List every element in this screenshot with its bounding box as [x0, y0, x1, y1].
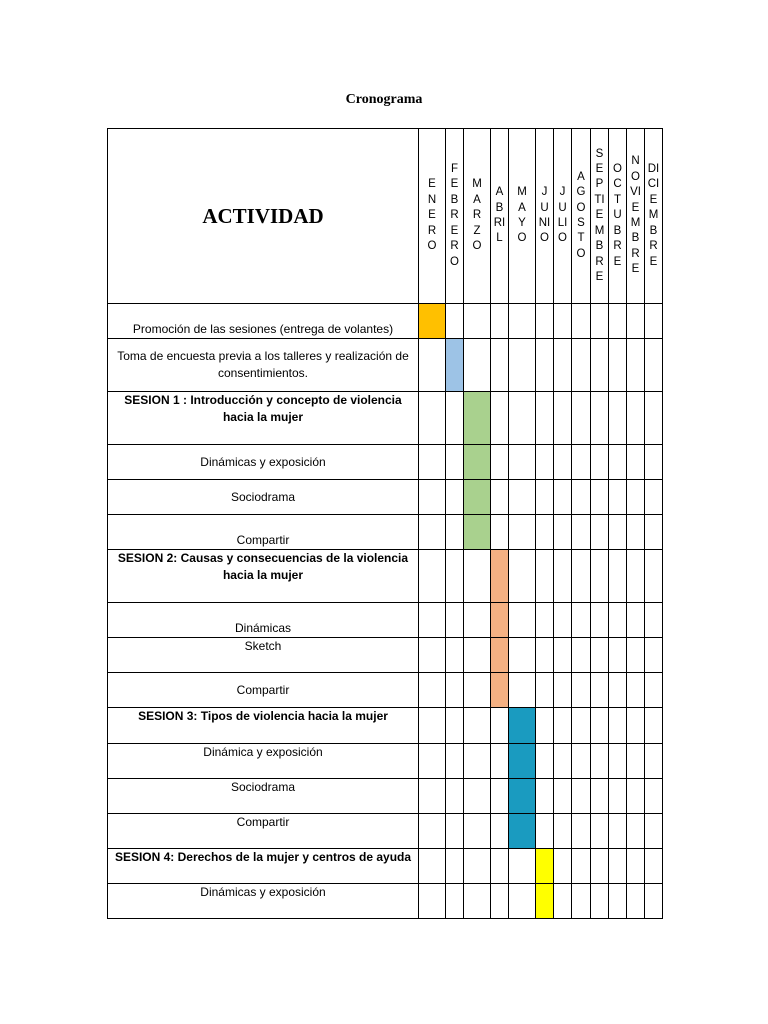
- month-cell-mayo: [509, 515, 536, 550]
- month-cell-noviembre: [627, 779, 645, 814]
- month-cell-septiembre: [591, 638, 609, 673]
- month-header-diciembre: [645, 129, 663, 304]
- month-cell-julio: [554, 603, 572, 638]
- month-cell-septiembre: [591, 550, 609, 603]
- month-cell-marzo: [464, 708, 491, 744]
- month-cell-agosto: [572, 550, 591, 603]
- month-cell-abril: [491, 779, 509, 814]
- month-cell-septiembre: [591, 392, 609, 445]
- month-cell-marzo: [464, 884, 491, 919]
- month-cell-diciembre: [645, 480, 663, 515]
- activity-cell: [108, 603, 419, 638]
- header-row: [108, 129, 663, 304]
- month-cell-enero: [419, 708, 446, 744]
- schedule-table: [107, 128, 663, 919]
- activity-row: [108, 550, 663, 603]
- activity-label: Sketch: [244, 639, 282, 653]
- month-cell-octubre: [609, 392, 627, 445]
- month-cell-marzo: [464, 603, 491, 638]
- month-cell-febrero: [446, 814, 464, 849]
- month-header-marzo: [464, 129, 491, 304]
- month-cell-marzo: [464, 339, 491, 392]
- activity-row: [108, 744, 663, 779]
- month-cell-junio: [536, 673, 554, 708]
- month-cell-febrero: [446, 445, 464, 480]
- month-cell-octubre: [609, 849, 627, 884]
- month-header-enero: [419, 129, 446, 304]
- month-cell-octubre: [609, 304, 627, 339]
- month-cell-enero: [419, 480, 446, 515]
- month-cell-mayo: [509, 638, 536, 673]
- month-cell-agosto: [572, 744, 591, 779]
- month-cell-septiembre: [591, 673, 609, 708]
- month-cell-septiembre: [591, 779, 609, 814]
- month-header-abril: [491, 129, 509, 304]
- month-cell-enero: [419, 638, 446, 673]
- month-cell-mayo: [509, 304, 536, 339]
- month-cell-noviembre: [627, 638, 645, 673]
- month-cell-octubre: [609, 550, 627, 603]
- activity-label: Dinámicas y exposición: [200, 885, 326, 899]
- month-cell-junio: [536, 392, 554, 445]
- month-cell-septiembre: [591, 515, 609, 550]
- month-cell-octubre: [609, 673, 627, 708]
- month-cell-mayo: [509, 603, 536, 638]
- month-cell-abril: [491, 708, 509, 744]
- month-cell-febrero: [446, 515, 464, 550]
- month-cell-julio: [554, 445, 572, 480]
- month-cell-noviembre: [627, 673, 645, 708]
- month-cell-noviembre: [627, 814, 645, 849]
- month-label: AGOSTO: [576, 170, 586, 260]
- month-label: SEPTIEMBRE: [594, 147, 605, 283]
- month-cell-diciembre: [645, 849, 663, 884]
- month-cell-abril-filled: [491, 638, 509, 673]
- month-cell-enero: [419, 744, 446, 779]
- activity-label: SESION 2: Causas y consecuencias de la violencia hacia la mujer: [117, 551, 409, 582]
- activity-cell: [108, 779, 419, 814]
- month-cell-marzo: [464, 744, 491, 779]
- month-cell-mayo: [509, 849, 536, 884]
- activity-cell: [108, 814, 419, 849]
- month-cell-noviembre: [627, 603, 645, 638]
- activity-column-header: ACTIVIDAD: [108, 129, 419, 304]
- month-cell-octubre: [609, 708, 627, 744]
- month-cell-diciembre: [645, 445, 663, 480]
- month-cell-diciembre: [645, 779, 663, 814]
- month-cell-septiembre: [591, 884, 609, 919]
- month-cell-enero: [419, 445, 446, 480]
- month-cell-noviembre: [627, 445, 645, 480]
- month-header-septiembre: [591, 129, 609, 304]
- month-cell-diciembre: [645, 884, 663, 919]
- month-cell-julio: [554, 392, 572, 445]
- activity-cell: [108, 392, 419, 445]
- month-cell-diciembre: [645, 339, 663, 392]
- month-cell-abril: [491, 515, 509, 550]
- month-cell-febrero: [446, 673, 464, 708]
- month-header-octubre: [609, 129, 627, 304]
- month-cell-octubre: [609, 445, 627, 480]
- month-cell-noviembre: [627, 515, 645, 550]
- month-cell-abril: [491, 480, 509, 515]
- month-cell-julio: [554, 638, 572, 673]
- month-cell-mayo: [509, 339, 536, 392]
- activity-cell: [108, 480, 419, 515]
- month-cell-junio: [536, 515, 554, 550]
- month-cell-mayo: [509, 550, 536, 603]
- month-cell-mayo: [509, 884, 536, 919]
- month-cell-marzo-filled: [464, 515, 491, 550]
- month-header-julio: [554, 129, 572, 304]
- activity-cell: [108, 445, 419, 480]
- month-cell-diciembre: [645, 392, 663, 445]
- page-title: Cronograma: [345, 92, 423, 107]
- activity-cell: [108, 304, 419, 339]
- month-cell-septiembre: [591, 708, 609, 744]
- month-cell-marzo-filled: [464, 480, 491, 515]
- month-cell-febrero: [446, 884, 464, 919]
- month-cell-diciembre: [645, 304, 663, 339]
- month-cell-septiembre: [591, 445, 609, 480]
- month-cell-julio: [554, 673, 572, 708]
- month-cell-junio-filled: [536, 884, 554, 919]
- month-cell-octubre: [609, 744, 627, 779]
- activity-cell: [108, 673, 419, 708]
- month-cell-abril-filled: [491, 673, 509, 708]
- month-cell-agosto: [572, 884, 591, 919]
- month-cell-septiembre: [591, 849, 609, 884]
- month-cell-julio: [554, 849, 572, 884]
- month-cell-agosto: [572, 814, 591, 849]
- month-cell-junio: [536, 814, 554, 849]
- month-cell-agosto: [572, 445, 591, 480]
- month-label: NOVIEMBRE: [630, 155, 641, 276]
- month-cell-junio: [536, 339, 554, 392]
- month-cell-marzo: [464, 673, 491, 708]
- month-label: MAYO: [517, 186, 527, 245]
- month-cell-marzo: [464, 849, 491, 884]
- month-cell-diciembre: [645, 638, 663, 673]
- activity-label: SESION 4: Derechos de la mujer y centros de ayuda: [114, 850, 412, 864]
- month-cell-noviembre: [627, 339, 645, 392]
- month-cell-diciembre: [645, 515, 663, 550]
- month-cell-julio: [554, 884, 572, 919]
- activity-label: Sociodrama: [230, 780, 296, 794]
- month-cell-febrero: [446, 304, 464, 339]
- activity-row: [108, 480, 663, 515]
- activity-label: SESION 1 : Introducción y concepto de violencia hacia la mujer: [124, 393, 402, 424]
- month-cell-enero: [419, 884, 446, 919]
- month-cell-abril: [491, 884, 509, 919]
- month-cell-agosto: [572, 708, 591, 744]
- month-cell-agosto: [572, 339, 591, 392]
- month-cell-marzo: [464, 550, 491, 603]
- activity-cell: [108, 884, 419, 919]
- activity-label: Sociodrama: [230, 489, 296, 504]
- month-label: ABRIL: [493, 186, 506, 245]
- month-cell-abril-filled: [491, 603, 509, 638]
- month-cell-julio: [554, 708, 572, 744]
- month-cell-agosto: [572, 392, 591, 445]
- month-cell-octubre: [609, 638, 627, 673]
- month-cell-enero: [419, 673, 446, 708]
- activity-row: [108, 884, 663, 919]
- month-cell-febrero: [446, 849, 464, 884]
- month-cell-octubre: [609, 814, 627, 849]
- activity-label: Compartir: [236, 533, 290, 547]
- activity-cell: [108, 339, 419, 392]
- activity-row: [108, 779, 663, 814]
- month-cell-octubre: [609, 779, 627, 814]
- month-cell-julio: [554, 515, 572, 550]
- month-cell-febrero: [446, 550, 464, 603]
- month-cell-noviembre: [627, 708, 645, 744]
- month-cell-septiembre: [591, 339, 609, 392]
- month-cell-septiembre: [591, 603, 609, 638]
- activity-cell: [108, 638, 419, 673]
- month-cell-marzo: [464, 638, 491, 673]
- month-cell-abril: [491, 445, 509, 480]
- month-cell-junio: [536, 603, 554, 638]
- month-cell-marzo: [464, 779, 491, 814]
- activity-label: Dinámicas: [234, 621, 291, 635]
- month-cell-diciembre: [645, 673, 663, 708]
- activity-row: [108, 638, 663, 673]
- month-cell-marzo: [464, 814, 491, 849]
- month-label: MARZO: [472, 178, 482, 253]
- activity-row: [108, 849, 663, 884]
- month-cell-enero: [419, 339, 446, 392]
- activity-row: [108, 673, 663, 708]
- month-cell-abril-filled: [491, 550, 509, 603]
- month-cell-junio: [536, 744, 554, 779]
- month-cell-junio: [536, 708, 554, 744]
- month-header-agosto: [572, 129, 591, 304]
- month-cell-enero: [419, 515, 446, 550]
- month-header-mayo: [509, 129, 536, 304]
- month-cell-diciembre: [645, 814, 663, 849]
- month-cell-julio: [554, 550, 572, 603]
- activity-row: [108, 708, 663, 744]
- month-cell-diciembre: [645, 550, 663, 603]
- activity-label: Promoción de las sesiones (entrega de volantes): [132, 322, 394, 336]
- month-header-junio: [536, 129, 554, 304]
- month-cell-mayo: [509, 392, 536, 445]
- month-cell-agosto: [572, 304, 591, 339]
- month-cell-noviembre: [627, 849, 645, 884]
- month-cell-diciembre: [645, 708, 663, 744]
- month-cell-octubre: [609, 515, 627, 550]
- month-cell-noviembre: [627, 550, 645, 603]
- month-cell-agosto: [572, 673, 591, 708]
- month-cell-diciembre: [645, 744, 663, 779]
- month-cell-noviembre: [627, 392, 645, 445]
- month-cell-marzo-filled: [464, 392, 491, 445]
- activity-row: [108, 814, 663, 849]
- month-cell-febrero: [446, 603, 464, 638]
- month-cell-febrero: [446, 638, 464, 673]
- month-cell-mayo: [509, 673, 536, 708]
- activity-cell: [108, 515, 419, 550]
- activity-cell: [108, 849, 419, 884]
- month-cell-enero: [419, 814, 446, 849]
- month-cell-abril: [491, 744, 509, 779]
- month-cell-enero: [419, 603, 446, 638]
- month-cell-mayo-filled: [509, 744, 536, 779]
- month-cell-abril: [491, 814, 509, 849]
- month-cell-julio: [554, 779, 572, 814]
- month-cell-abril: [491, 304, 509, 339]
- activity-cell: [108, 744, 419, 779]
- month-cell-enero: [419, 849, 446, 884]
- month-header-noviembre: [627, 129, 645, 304]
- month-label: JUNIO: [538, 186, 551, 245]
- activity-label: Dinámica y exposición: [203, 745, 323, 759]
- activity-row: [108, 339, 663, 392]
- activity-cell: [108, 708, 419, 744]
- month-cell-junio: [536, 779, 554, 814]
- month-cell-mayo-filled: [509, 708, 536, 744]
- month-cell-mayo: [509, 480, 536, 515]
- month-cell-enero-filled: [419, 304, 446, 339]
- month-cell-noviembre: [627, 480, 645, 515]
- month-cell-febrero: [446, 744, 464, 779]
- month-label: DICIEMBRE: [647, 163, 660, 268]
- month-cell-febrero: [446, 392, 464, 445]
- month-cell-julio: [554, 339, 572, 392]
- month-cell-julio: [554, 814, 572, 849]
- month-cell-octubre: [609, 480, 627, 515]
- month-cell-mayo-filled: [509, 814, 536, 849]
- activity-label: Toma de encuesta previa a los talleres y realización de consentimientos.: [117, 349, 409, 380]
- month-cell-junio: [536, 304, 554, 339]
- month-cell-enero: [419, 550, 446, 603]
- month-label: OCTUBRE: [613, 163, 622, 268]
- month-cell-enero: [419, 779, 446, 814]
- month-label: FEBRERO: [450, 163, 459, 268]
- activity-row: [108, 603, 663, 638]
- month-cell-noviembre: [627, 744, 645, 779]
- month-cell-agosto: [572, 779, 591, 814]
- month-cell-marzo: [464, 304, 491, 339]
- month-cell-agosto: [572, 480, 591, 515]
- month-cell-julio: [554, 480, 572, 515]
- month-cell-octubre: [609, 884, 627, 919]
- month-cell-abril: [491, 849, 509, 884]
- month-cell-febrero: [446, 480, 464, 515]
- month-cell-junio: [536, 480, 554, 515]
- month-cell-septiembre: [591, 304, 609, 339]
- month-label: ENERO: [427, 178, 437, 253]
- month-cell-junio-filled: [536, 849, 554, 884]
- month-cell-septiembre: [591, 480, 609, 515]
- month-cell-noviembre: [627, 884, 645, 919]
- month-cell-julio: [554, 304, 572, 339]
- activity-row: [108, 445, 663, 480]
- month-cell-agosto: [572, 638, 591, 673]
- month-cell-noviembre: [627, 304, 645, 339]
- month-cell-octubre: [609, 339, 627, 392]
- activity-label: SESION 3: Tipos de violencia hacia la mujer: [138, 709, 388, 723]
- month-cell-septiembre: [591, 814, 609, 849]
- activity-label: Compartir: [236, 815, 290, 829]
- month-cell-abril: [491, 339, 509, 392]
- activity-row: [108, 392, 663, 445]
- activity-row: [108, 304, 663, 339]
- month-cell-mayo-filled: [509, 779, 536, 814]
- month-cell-junio: [536, 445, 554, 480]
- month-cell-febrero: [446, 708, 464, 744]
- month-cell-octubre: [609, 603, 627, 638]
- month-cell-mayo: [509, 445, 536, 480]
- activity-row: [108, 515, 663, 550]
- month-cell-agosto: [572, 515, 591, 550]
- activity-cell: [108, 550, 419, 603]
- month-cell-julio: [554, 744, 572, 779]
- month-cell-junio: [536, 638, 554, 673]
- month-cell-septiembre: [591, 744, 609, 779]
- month-cell-abril: [491, 392, 509, 445]
- month-cell-junio: [536, 550, 554, 603]
- month-cell-diciembre: [645, 603, 663, 638]
- activity-label: Dinámicas y exposición: [200, 454, 326, 469]
- month-header-febrero: [446, 129, 464, 304]
- month-cell-agosto: [572, 849, 591, 884]
- month-cell-febrero: [446, 779, 464, 814]
- month-label: JULIO: [557, 186, 568, 245]
- month-cell-agosto: [572, 603, 591, 638]
- month-cell-febrero-filled: [446, 339, 464, 392]
- activity-label: Compartir: [236, 682, 290, 697]
- month-cell-marzo-filled: [464, 445, 491, 480]
- month-cell-enero: [419, 392, 446, 445]
